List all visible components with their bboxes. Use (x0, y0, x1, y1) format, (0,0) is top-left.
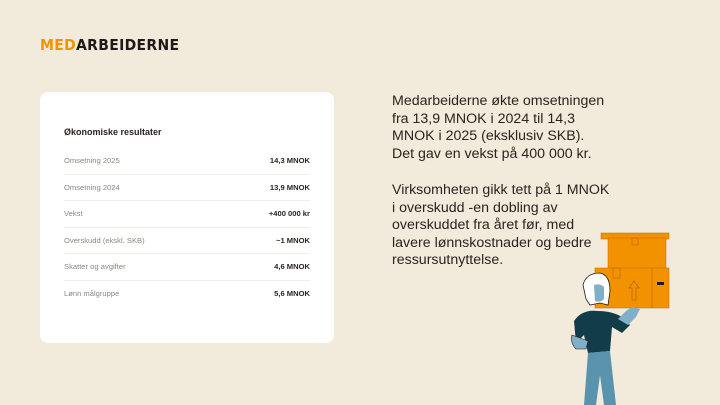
paragraph-profit: Virksomheten gikk tett på 1 MNOK i overskudd -en dobling av overskuddet fra året før, med lavere lønnskostnader og bedre ressursutnyttelse. (392, 182, 610, 268)
logo: MEDARBEIDERNE (40, 37, 180, 55)
table-row: Overskudd (ekskl. SKB) ~1 MNOK (64, 228, 310, 255)
table-row: Omsetning 2025 14,3 MNOK (64, 148, 310, 175)
card-title: Økonomiske resultater (64, 127, 162, 137)
results-table (64, 148, 310, 306)
paragraph-revenue: Medarbeiderne økte omsetningen fra 13,9 MNOK i 2024 til 14,3 MNOK i 2025 (eksklusiv SKB). Det gav en vekst på 400 000 kr. (392, 93, 605, 162)
table-row: Omsetning 2024 13,9 MNOK (64, 175, 310, 202)
table-row: Lønn målgruppe 5,6 MNOK (64, 288, 310, 298)
financial-results-card (40, 92, 334, 343)
table-row: Vekst +400 000 kr (64, 201, 310, 228)
person-carrying-boxes-illustration (560, 225, 680, 405)
table-row: Skatter og avgifter 4,6 MNOK (64, 254, 310, 281)
